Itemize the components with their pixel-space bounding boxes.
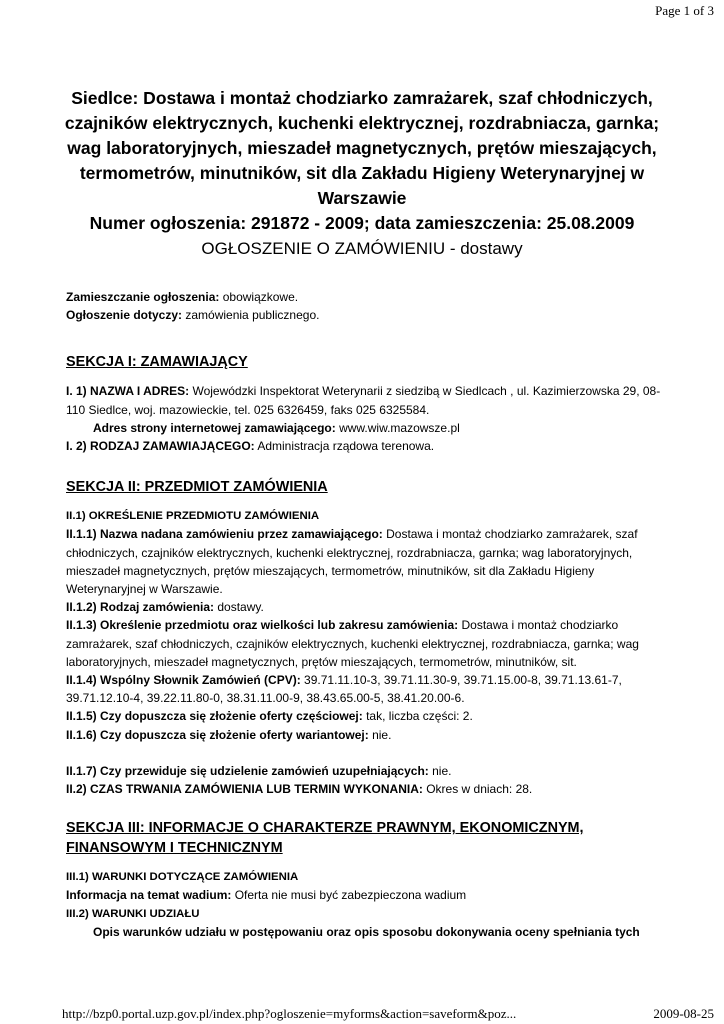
subject-heading: II.1) OKREŚLENIE PRZEDMIOTU ZAMÓWIENIA	[66, 510, 320, 523]
variant-offers: II.1.6) Czy dopuszcza się złożenie oferty wariantowej: nie.	[66, 727, 392, 742]
notice-title	[60, 86, 664, 261]
notice-number: Numer ogłoszenia: 291872 - 2009; data zamieszczenia: 25.08.2009	[89, 213, 635, 233]
page-number: Page 1 of 3	[655, 3, 714, 18]
title-main: Siedlce: Dostawa i montaż chodziarko zamrażarek, szaf chłodniczych, czajników elektrycznych, kuchenki elektrycznej, rozdrabniacza, garnka; wag laboratoryjnych, mieszadeł magnetycznych, prętów mieszających, termometrów, minutników, sit dla Zakładu Higieny Weterynaryjnej w Warszawie	[64, 88, 660, 208]
participation-conditions-heading: III.2) WARUNKI UDZIAŁU	[66, 907, 200, 920]
notice-body	[66, 288, 666, 941]
order-conditions-heading: III.1) WARUNKI DOTYCZĄCE ZAMÓWIENIA	[66, 871, 299, 884]
partial-offers: II.1.5) Czy dopuszcza się złożenie oferty częściowej: tak, liczba części: 2.	[66, 709, 473, 724]
section-3-heading: SEKCJA III: INFORMACJE O CHARAKTERZE PRAWNYM, EKONOMICZNYM, FINANSOWYM I TECHNICZNYM	[66, 820, 584, 857]
section-2-heading: SEKCJA II: PRZEDMIOT ZAMÓWIENIA	[66, 479, 328, 496]
participation-conditions-description: Opis warunków udziału w postępowaniu oraz opis sposobu dokonywania oceny spełniania tych	[93, 924, 640, 939]
order-scope: II.1.3) Określenie przedmiotu oraz wielkości lub zakresu zamówienia: Dostawa i montaż chodziarko zamrażarek, szaf chłodniczych, czajników elektrycznych, kuchenki elektrycznej, rozdrabniacza, garnka; wag laboratoryjnych, mieszadeł magnetycznych, prętów mieszających, termometrów, minutników, sit.	[66, 618, 639, 669]
order-name: II.1.1) Nazwa nadana zamówieniu przez zamawiającego: Dostawa i montaż chodziarko zamrażarek, szaf chłodniczych, czajników elektrycznych, kuchenki elektrycznej, rozdrabniacza, garnka; wag laboratoryjnych, mieszadeł magnetycznych, prętów mieszających, termometrów, minutników, sit dla Zakładu Higieny Weterynaryjnej w Warszawie.	[66, 527, 638, 597]
intro-line-1: Zamieszczanie ogłoszenia: obowiązkowe.	[66, 290, 299, 304]
notice-subtitle: OGŁOSZENIE O ZAMÓWIENIU - dostawy	[201, 239, 523, 258]
page-footer	[62, 1006, 714, 1022]
footer-date: 2009-08-25	[653, 1006, 714, 1021]
contracting-authority-address: I. 1) NAZWA I ADRES: Wojewódzki Inspektorat Weterynarii z siedzibą w Siedlcach , ul. Kazimierzowska 29, 08-110 Siedlce, woj. mazowieckie, tel. 025 6326459, faks 025 6325584.	[66, 384, 661, 417]
authority-type: I. 2) RODZAJ ZAMAWIAJĄCEGO: Administracja rządowa terenowa.	[66, 439, 435, 454]
order-type: II.1.2) Rodzaj zamówienia: dostawy.	[66, 600, 264, 615]
section-1-heading: SEKCJA I: ZAMAWIAJĄCY	[66, 354, 248, 371]
cpv-codes: II.1.4) Wspólny Słownik Zamówień (CPV): 39.71.11.10-3, 39.71.11.30-9, 39.71.15.00-8, 39.71.13.61-7, 39.71.12.10-4, 39.22.11.80-0, 38.31.11.00-9, 38.43.65.00-5, 38.41.20.00-6.	[66, 673, 622, 706]
duration: II.2) CZAS TRWANIA ZAMÓWIENIA LUB TERMIN WYKONANIA: Okres w dniach: 28.	[66, 782, 533, 797]
supplementary-orders: II.1.7) Czy przewiduje się udzielenie zamówień uzupełniających: nie.	[66, 763, 452, 778]
wadium-info: Informacja na temat wadium: Oferta nie musi być zabezpieczona wadium	[66, 888, 467, 903]
intro-line-2: Ogłoszenie dotyczy: zamówienia publicznego.	[66, 308, 320, 323]
footer-url: http://bzp0.portal.uzp.gov.pl/index.php?ogloszenie=myforms&action=saveform&poz...	[62, 1006, 517, 1021]
authority-website: Adres strony internetowej zamawiającego: www.wiw.mazowsze.pl	[93, 420, 460, 435]
